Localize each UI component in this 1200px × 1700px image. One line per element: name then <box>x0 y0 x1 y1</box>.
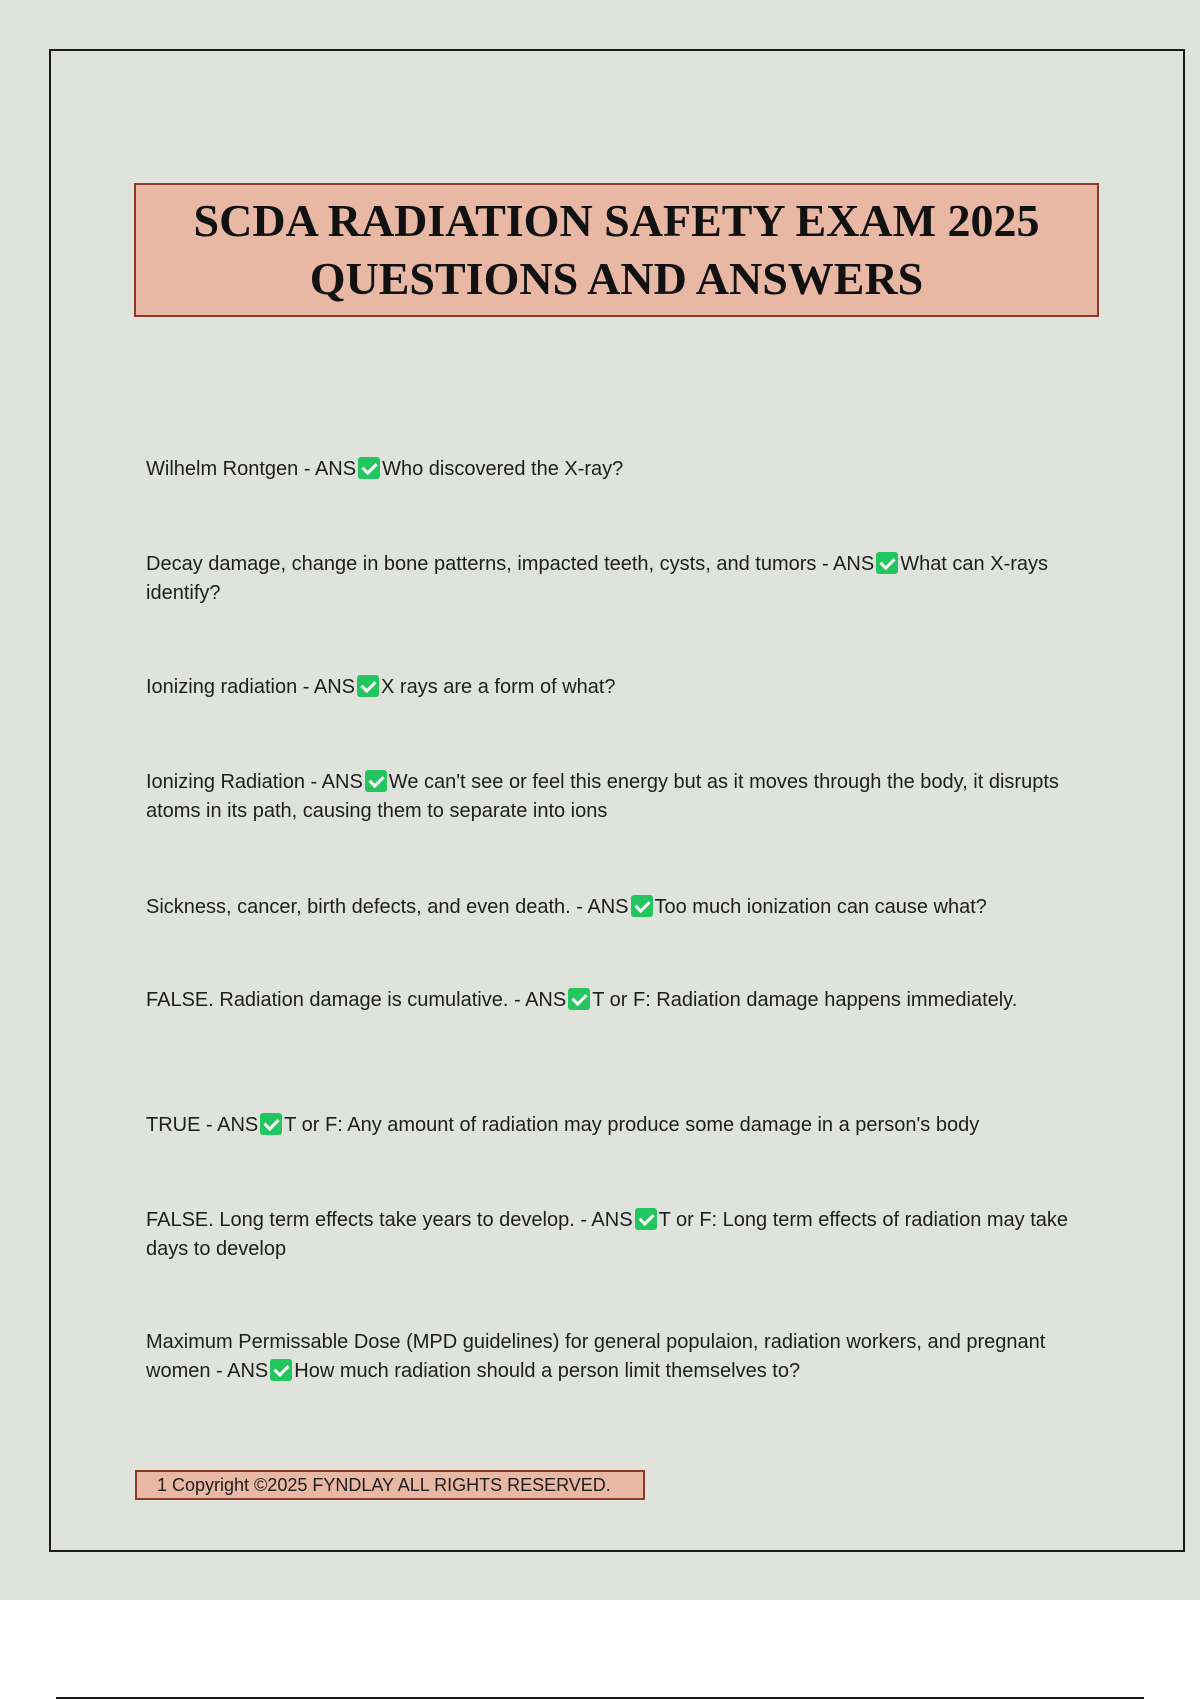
check-box-icon <box>631 895 653 917</box>
qa-question: T or F: Long term effects of radiation may take days to develop <box>146 1209 1069 1260</box>
qa-answer: Ionizing Radiation - ANS <box>146 771 363 793</box>
qa-answer: Sickness, cancer, birth defects, and even death. - ANS <box>146 896 629 918</box>
qa-item <box>146 893 1086 922</box>
document-title-box <box>134 183 1099 317</box>
check-box-icon <box>876 552 898 574</box>
qa-question: Too much ionization can cause what? <box>654 896 987 918</box>
qa-item <box>146 768 1086 826</box>
qa-question: We can't see or feel this energy but as it moves through the body, it disrupts atoms in its path, causing them to separate into ions <box>146 771 1059 822</box>
qa-answer: FALSE. Radiation damage is cumulative. - ANS <box>146 989 567 1011</box>
document-title-line-1: SCDA RADIATION SAFETY EXAM 2025 <box>193 195 1040 246</box>
qa-answer: Ionizing radiation - ANS <box>146 676 356 698</box>
check-box-icon <box>357 675 379 697</box>
qa-question: T or F: Any amount of radiation may produce some damage in a person's body <box>284 1114 980 1136</box>
copyright-footer: 1 Copyright ©2025 FYNDLAY ALL RIGHTS RESERVED. <box>135 1470 645 1500</box>
bottom-divider <box>56 1697 1144 1699</box>
qa-answer: Wilhelm Rontgen - ANS <box>146 458 357 480</box>
check-box-icon <box>270 1359 292 1381</box>
document-title-line-2: QUESTIONS AND ANSWERS <box>309 253 924 304</box>
qa-question: T or F: Radiation damage happens immediately. <box>592 989 1018 1011</box>
check-box-icon <box>568 988 590 1010</box>
qa-question: What can X-rays identify? <box>146 553 1049 604</box>
qa-item <box>146 1111 1086 1140</box>
qa-item <box>146 1328 1086 1386</box>
qa-item <box>146 1206 1086 1264</box>
qa-answer: TRUE - ANS <box>146 1114 259 1136</box>
qa-item <box>146 673 1086 702</box>
qa-item <box>146 550 1086 608</box>
qa-question: Who discovered the X-ray? <box>382 458 624 480</box>
qa-item <box>146 455 1086 484</box>
check-box-icon <box>635 1208 657 1230</box>
check-box-icon <box>358 457 380 479</box>
qa-item <box>146 986 1086 1015</box>
qa-answer: Maximum Permissable Dose (MPD guidelines) for general populaion, radiation workers, and pregnant women - ANS <box>146 1331 1046 1382</box>
check-box-icon <box>260 1113 282 1135</box>
qa-question: X rays are a form of what? <box>381 676 616 698</box>
qa-question: How much radiation should a person limit themselves to? <box>294 1360 801 1382</box>
qa-answer: FALSE. Long term effects take years to develop. - ANS <box>146 1209 633 1231</box>
check-box-icon <box>365 770 387 792</box>
qa-answer: Decay damage, change in bone patterns, impacted teeth, cysts, and tumors - ANS <box>146 553 875 575</box>
